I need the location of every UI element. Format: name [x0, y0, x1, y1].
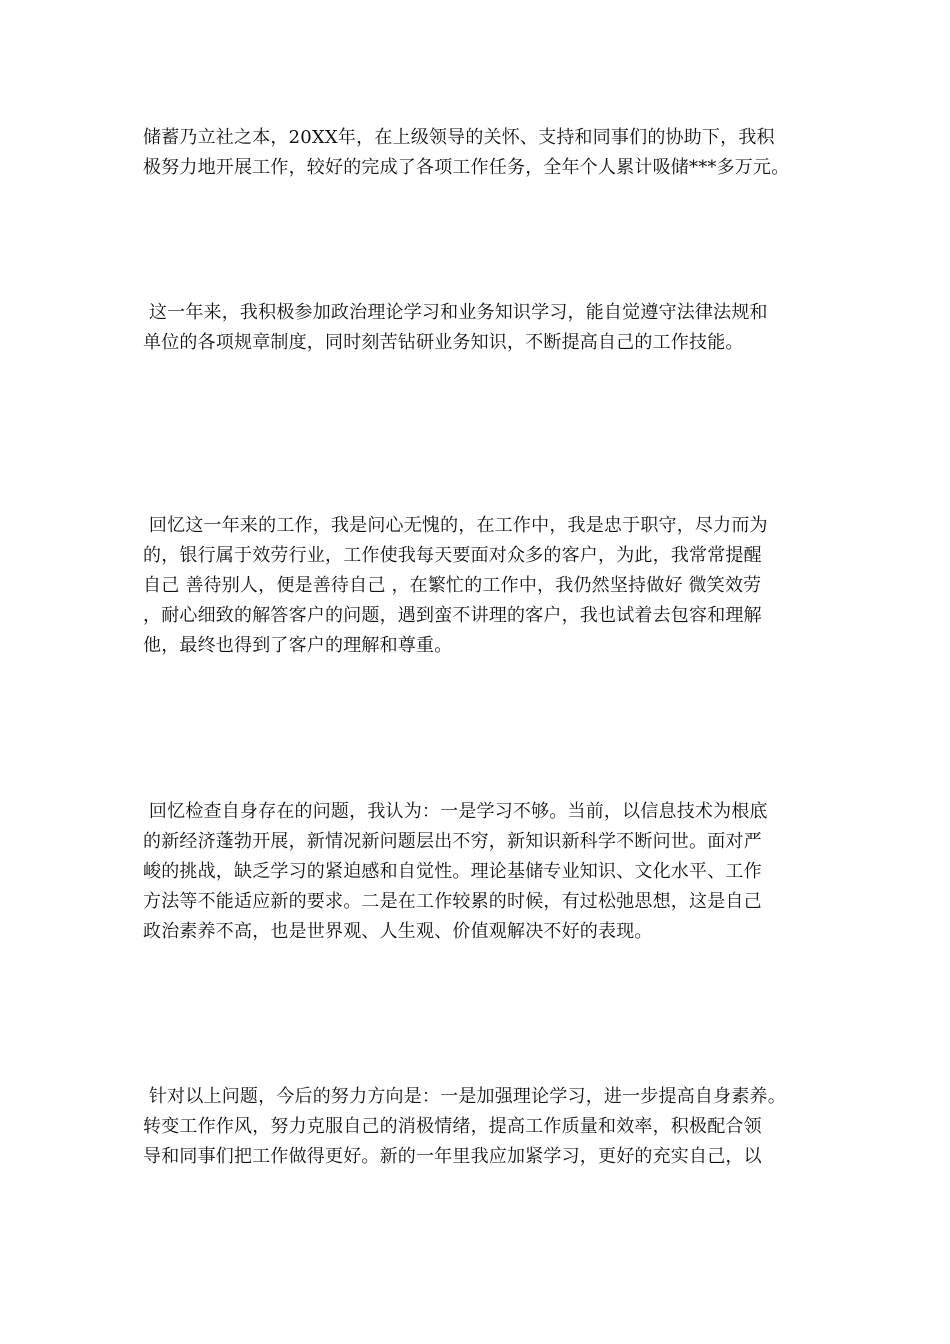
text-line: 导和同事们把工作做得更好。新的一年里我应加紧学习，更好的充实自己，以 — [143, 1146, 762, 1167]
text-line: 方法等不能适应新的要求。二是在工作较累的时候，有过松弛思想，这是自己 — [143, 891, 762, 912]
text-line: 政治素养不高，也是世界观、人生观、价值观解决不好的表现。 — [143, 921, 653, 942]
text-line: 储蓄乃立社之本，20XX年，在上级领导的关怀、支持和同事们的协助下，我积 — [143, 127, 775, 148]
text-line: 单位的各项规章制度，同时刻苦钻研业务知识，不断提高自己的工作技能。 — [143, 332, 744, 353]
text-line: ，耐心细致的解答客户的问题，遇到蛮不讲理的客户，我也试着去包容和理解 — [143, 605, 762, 626]
paragraph-1 — [143, 123, 843, 183]
text-line: 的新经济蓬勃开展，新情况新问题层出不穷，新知识新科学不断问世。面对严 — [143, 831, 762, 852]
text-line: 峻的挑战，缺乏学习的紧迫感和自觉性。理论基储专业知识、文化水平、工作 — [143, 861, 762, 882]
text-line: 转变工作作风，努力克服自己的消极情绪，提高工作质量和效率，积极配合领 — [143, 1116, 762, 1137]
text-line: 回忆检查自身存在的问题，我认为：一是学习不够。当前，以信息技术为根底 — [143, 801, 768, 822]
paragraph-4 — [143, 797, 843, 947]
paragraph-5 — [143, 1082, 843, 1172]
text-line: 回忆这一年来的工作，我是问心无愧的，在工作中，我是忠于职守，尽力而为 — [143, 515, 768, 536]
paragraph-3 — [143, 511, 843, 661]
text-line: 他，最终也得到了客户的理解和尊重。 — [143, 635, 453, 656]
text-line: 针对以上问题，今后的努力方向是：一是加强理论学习，进一步提高自身素养。 — [143, 1086, 786, 1107]
text-line: 的，银行属于效劳行业，工作使我每天要面对众多的客户，为此，我常常提醒 — [143, 545, 762, 566]
text-line: 自己 善待别人，便是善待自己 ，在繁忙的工作中，我仍然坚持做好 微笑效劳 — [143, 575, 762, 596]
paragraph-2 — [143, 298, 843, 358]
text-line: 极努力地开展工作，较好的完成了各项工作任务，全年个人累计吸储***多万元。 — [143, 157, 790, 178]
text-line: 这一年来，我积极参加政治理论学习和业务知识学习，能自觉遵守法律法规和 — [143, 302, 768, 323]
